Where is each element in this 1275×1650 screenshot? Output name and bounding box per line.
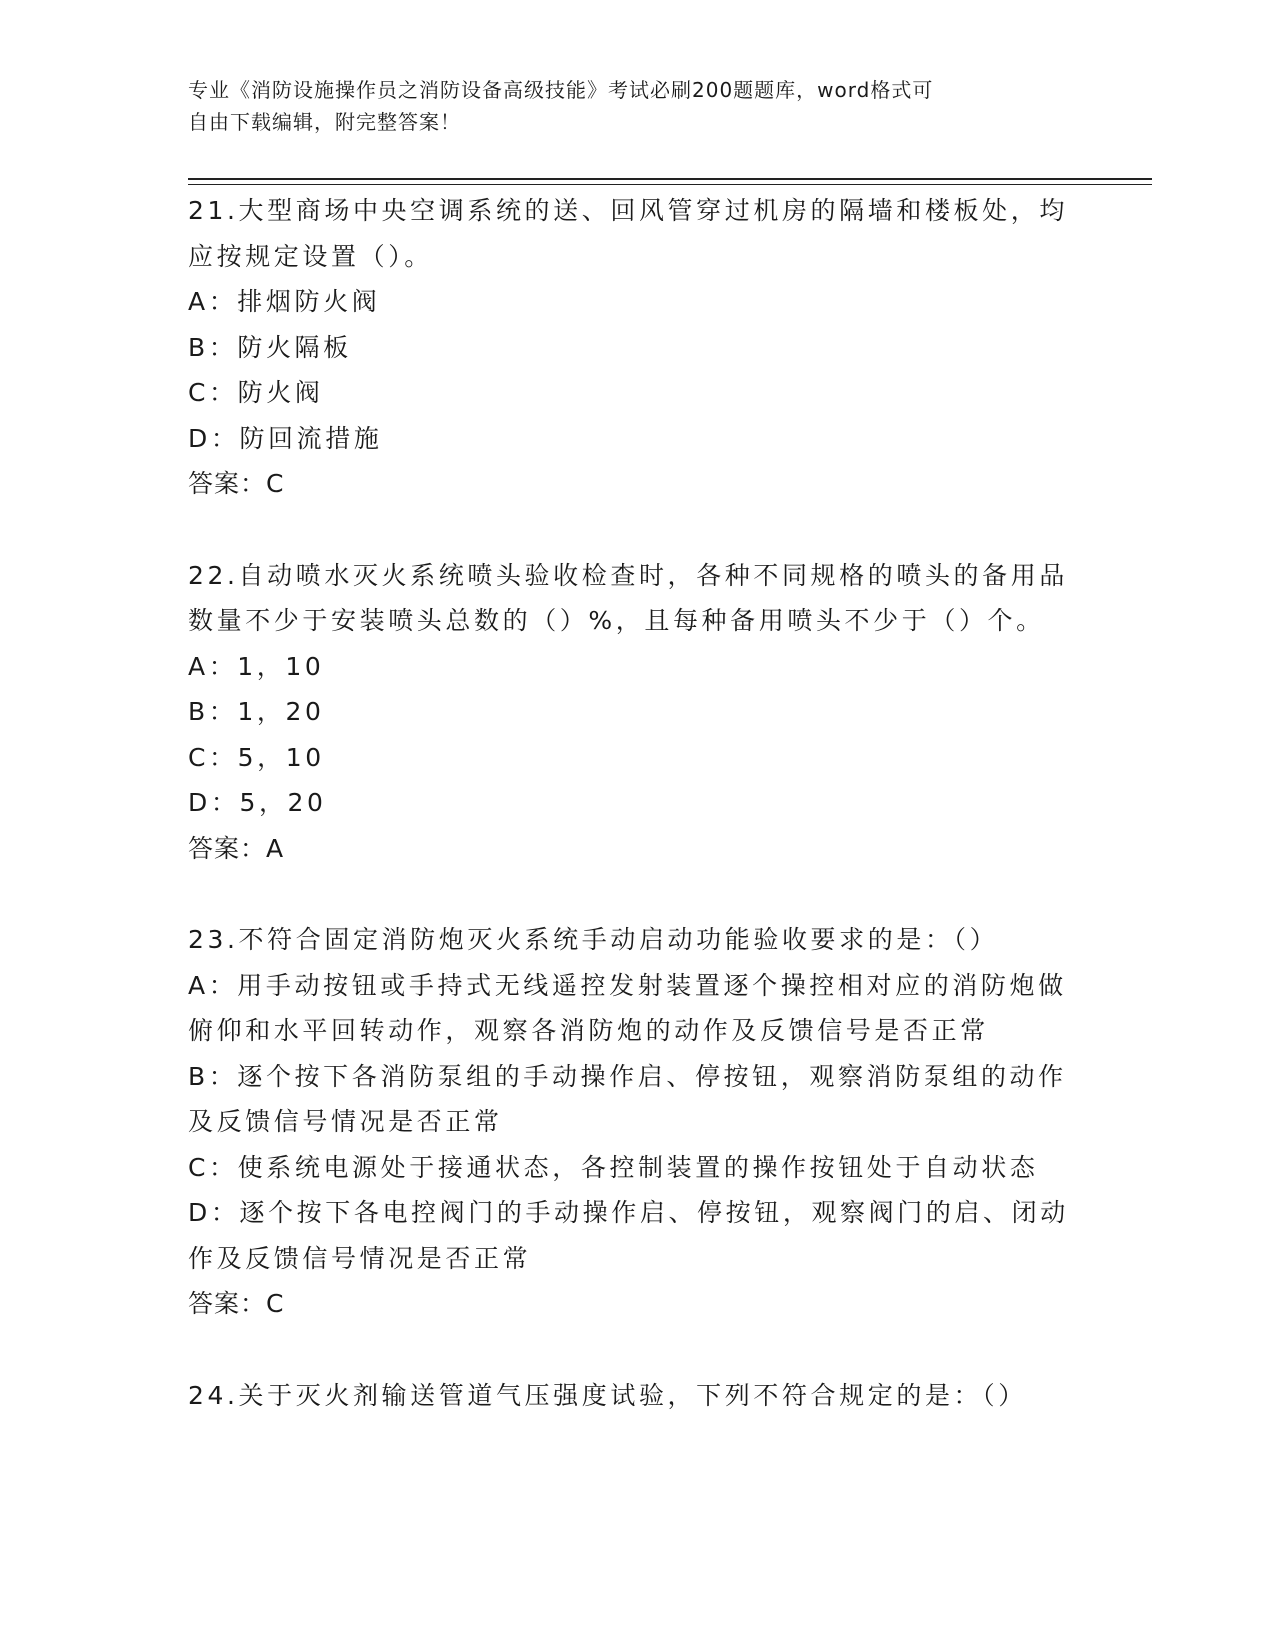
option-b: B：1，20 [188,697,325,726]
page-header [188,74,1068,138]
option-c: C：防火阀 [188,378,324,407]
option-a-continued: 俯仰和水平回转动作，观察各消防炮的动作及反馈信号是否正常 [188,1016,989,1045]
question-24 [188,1373,1088,1419]
question-23 [188,917,1088,1327]
question-22 [188,553,1088,872]
answer: 答案：C [188,1289,285,1318]
question-text: 23.不符合固定消防炮灭火系统手动启动功能验收要求的是：（） [188,925,999,954]
option-d-continued: 作及反馈信号情况是否正常 [188,1243,532,1273]
option-b: B：防火隔板 [188,332,352,362]
option-d: D：防回流措施 [188,423,383,453]
option-c: C：5，10 [188,742,325,772]
header-line-1: 专业《消防设施操作员之消防设备高级技能》考试必刷200题题库，word格式可 [188,78,934,102]
option-b-continued: 及反馈信号情况是否正常 [188,1107,503,1136]
question-text: 22.自动喷水灭火系统喷头验收检查时，各种不同规格的喷头的备用品 [188,560,1068,590]
question-text: 数量不少于安装喷头总数的（）%，且每种备用喷头不少于（）个。 [188,606,1045,635]
option-d: D：5，20 [188,788,327,817]
option-a: A：用手动按钮或手持式无线遥控发射装置逐个操控相对应的消防炮做 [188,970,1067,1000]
question-text: 24.关于灭火剂输送管道气压强度试验，下列不符合规定的是：（） [188,1380,1027,1410]
header-line-2: 自由下载编辑，附完整答案！ [188,110,461,134]
option-b: B：逐个按下各消防泵组的手动操作启、停按钮，观察消防泵组的动作 [188,1061,1067,1091]
question-21 [188,188,1088,507]
question-text: 21.大型商场中央空调系统的送、回风管穿过机房的隔墙和楼板处，均 [188,196,1068,225]
option-a: A：排烟防火阀 [188,287,381,316]
option-c: C：使系统电源处于接通状态，各控制装置的操作按钮处于自动状态 [188,1152,1039,1182]
answer: 答案：A [188,833,285,863]
header-divider-thin [188,184,1152,185]
option-d: D：逐个按下各电控阀门的手动操作启、停按钮，观察阀门的启、闭动 [188,1198,1069,1227]
option-a: A：1，10 [188,651,325,681]
question-list [188,188,1088,1464]
header-divider-thick [188,178,1152,180]
question-text: 应按规定设置（）。 [188,241,433,271]
answer: 答案：C [188,469,285,498]
